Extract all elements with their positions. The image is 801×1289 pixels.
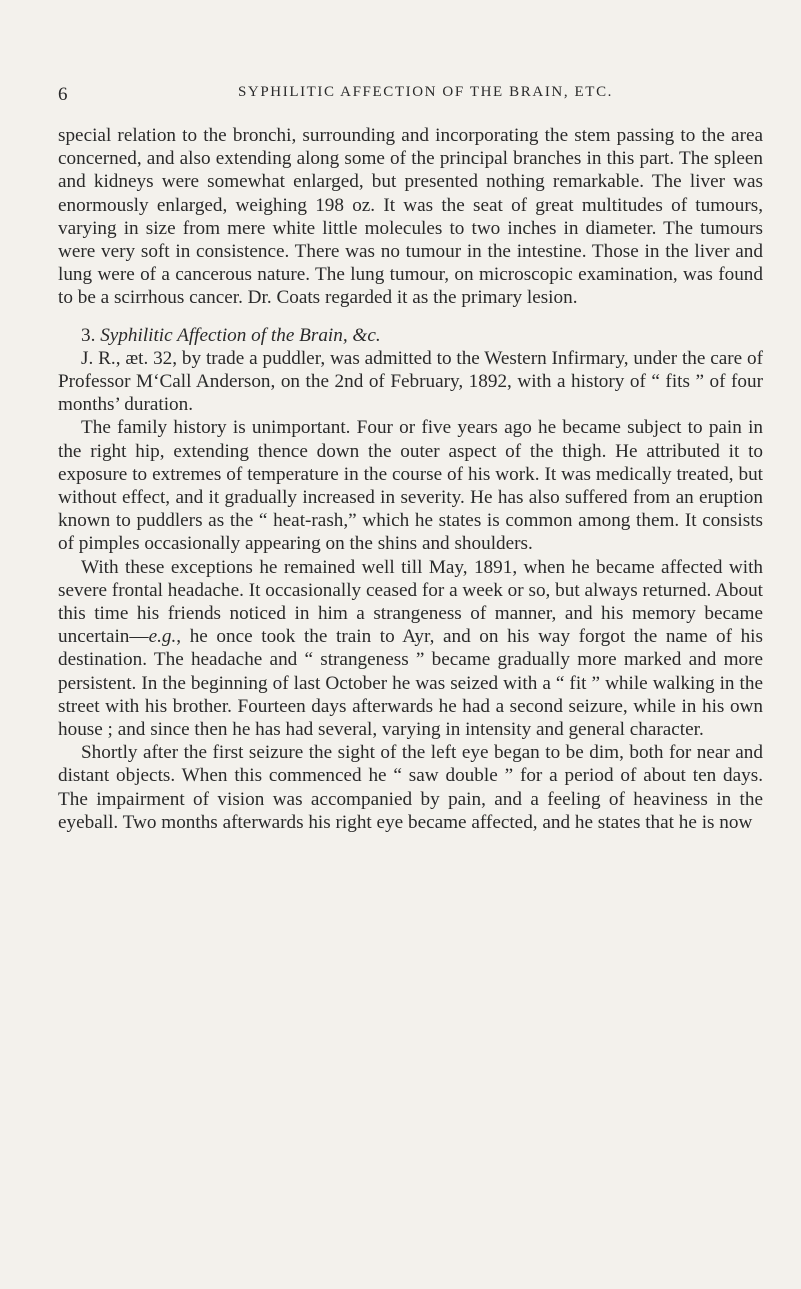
- body-text: [58, 124, 763, 834]
- paragraph-headache: [58, 556, 763, 742]
- section-number: 3.: [81, 324, 96, 346]
- running-head: [58, 84, 763, 110]
- section-heading: [58, 324, 763, 347]
- paragraph-headache-continuation: the train to Ayr, and on his way forgot the name of his destination. The headache and “ strangeness ” became gradually more marked and more persistent. In the beginning of last October he was seized with a “ fit ” while walking in the street with his brother. Fourteen days afterwards he had a second seizure, while in his own house ; and since then he has had several, varying in intensity and general character.: [58, 626, 763, 741]
- section-title: Syphilitic Affection of the Brain, &c.: [100, 324, 381, 346]
- page-number: 6: [58, 84, 68, 105]
- running-title: SYPHILITIC AFFECTION OF THE BRAIN, ETC.: [237, 84, 614, 100]
- paragraph-case-continuation: special relation to the bronchi, surrounding and incorporating the stem passing to the area concerned, and also extending along some of the principal branches in this part. The spleen and kidneys were somewhat enlarged, but presented nothing remarkable. The liver was enormously enlarged, weighing 198 oz. It was the seat of great multitudes of tumours, varying in size from mere white little molecules to two inches in diameter. The tumours were very soft in consistence. There was no tumour in the intestine. Those in the liver and lung were of a cancerous nature. The lung tumour, on microscopic examination, was found to be a scirrhous cancer. Dr. Coats regarded it as the primary lesion.: [58, 125, 763, 309]
- paragraph-headache-text: With these exceptions he remained well till May, 1891, when he became affected with severe frontal headache. It occasionally ceased for a week or so, but always returned. About this time his friends noticed in him a strangeness of manner, and his memory became uncertain—: [58, 556, 763, 648]
- paragraph-family-history: The family history is unimportant. Four or five years ago he became subject to pain in the right hip, extending thence down the outer aspect of the thigh. He attributed it to exposure to extremes of temperature in the course of his work. It was medically treated, but without effect, and it gradually increased in severity. He has also suffered from an eruption known to puddlers as the “ heat-rash,” which he states is common among them. It consists of pimples occasionally appearing on the shins and shoulders.: [58, 417, 763, 555]
- paragraph-vision: Shortly after the first seizure the sight of the left eye began to be dim, both for near and distant objects. When this commenced he “ saw double ” for a period of about ten days. The impairment of vision was accompanied by pain, and a feeling of heaviness in the eyeball. Two months afterwards his right eye became affected, and he states that he is now: [58, 742, 763, 833]
- paragraph-headache-tail: , he once took: [176, 626, 296, 648]
- abbreviation-eg: e.g.: [148, 626, 177, 648]
- paragraph-admission: J. R., æt. 32, by trade a puddler, was admitted to the Western Infirmary, under the care of Professor M‘Call Anderson, on the 2nd of February, 1892, with a history of “ fits ” of four months’ duration.: [58, 347, 763, 416]
